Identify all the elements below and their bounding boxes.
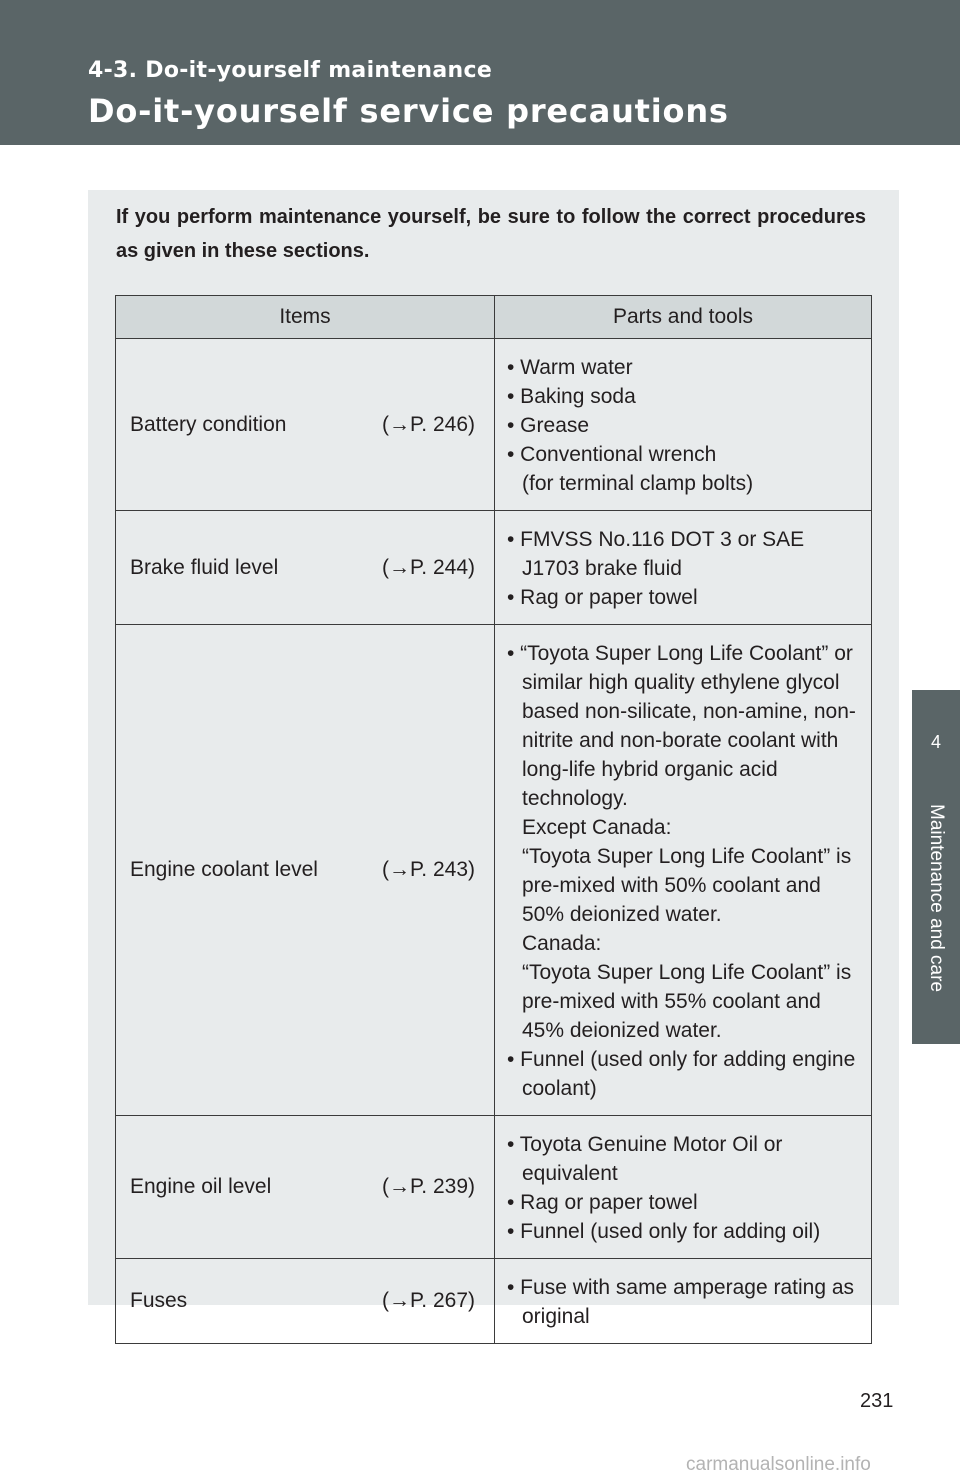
parts-cell (495, 511, 872, 625)
list-item: • Grease (507, 414, 590, 437)
item-cell (116, 1116, 495, 1259)
list-item: • Fuse with same amperage rating as original (507, 1276, 855, 1328)
list-item-note: Except Canada: (522, 816, 672, 839)
page-reference[interactable]: (→P. 246) (382, 412, 475, 436)
chapter-tab[interactable] (912, 690, 960, 794)
header-parts-and-tools: Parts and tools (495, 296, 872, 339)
list-item-note: (for terminal clamp bolts) (522, 472, 754, 495)
section-label: 4-3. Do-it-yourself maintenance (88, 58, 493, 83)
page-header (0, 0, 960, 145)
chapter-number: 4 (930, 731, 941, 752)
list-item: • “Toyota Super Long Life Coolant” or similar high quality ethylene glycol based non-silicate, non-amine, non-nitrite and non-borate coolant with long-life hybrid organic acid technology. (507, 642, 856, 810)
item-cell (116, 511, 495, 625)
item-cell (116, 339, 495, 511)
maintenance-table (115, 295, 872, 1344)
list-item: • Rag or paper towel (507, 1191, 698, 1214)
page-reference[interactable]: (→P. 267) (382, 1289, 475, 1312)
list-item: • Funnel (used only for adding engine coolant) (507, 1048, 856, 1100)
page-number: 231 (860, 1390, 894, 1412)
table-row (116, 1259, 872, 1344)
item-name: Engine coolant level (130, 858, 318, 881)
list-item: • Rag or paper towel (507, 586, 698, 609)
list-item-note: “Toyota Super Long Life Coolant” is pre-mixed with 50% coolant and 50% deionized water. (522, 845, 852, 926)
parts-cell (495, 339, 872, 511)
item-cell (116, 1259, 495, 1344)
list-item: • Funnel (used only for adding oil) (507, 1220, 821, 1243)
item-cell (116, 625, 495, 1116)
list-item: • Warm water (507, 356, 633, 379)
chapter-title: Maintenance and care (926, 804, 947, 993)
item-name: Engine oil level (130, 1175, 272, 1198)
watermark: carmanualsonline.info (686, 1454, 871, 1475)
page-reference[interactable]: (→P. 239) (382, 1175, 475, 1198)
intro-text: If you perform maintenance yourself, be sure to follow the correct procedures as given in these sections. (116, 206, 866, 262)
list-item: • Baking soda (507, 385, 636, 408)
table-row (116, 625, 872, 1116)
list-item-note: “Toyota Super Long Life Coolant” is pre-mixed with 55% coolant and 45% deionized water. (522, 961, 852, 1042)
item-name: Battery condition (130, 412, 287, 436)
list-item: • FMVSS No.116 DOT 3 or SAE J1703 brake fluid (507, 528, 805, 580)
item-name: Fuses (130, 1289, 188, 1312)
chapter-title-tab[interactable] (912, 794, 960, 1044)
list-item: • Conventional wrench (507, 443, 717, 466)
parts-cell (495, 625, 872, 1116)
page-reference[interactable]: (→P. 243) (382, 858, 475, 881)
table-row (116, 1116, 872, 1259)
parts-cell (495, 1259, 872, 1344)
parts-cell (495, 1116, 872, 1259)
table-row (116, 339, 872, 511)
item-name: Brake fluid level (130, 555, 279, 579)
header-items: Items (116, 296, 495, 339)
list-item: • Toyota Genuine Motor Oil or equivalent (507, 1133, 783, 1185)
page-reference[interactable]: (→P. 244) (382, 555, 475, 579)
list-item-note: Canada: (522, 932, 602, 955)
table-header-row (116, 296, 872, 339)
page-title: Do-it-yourself service precautions (88, 92, 729, 130)
table-row (116, 511, 872, 625)
